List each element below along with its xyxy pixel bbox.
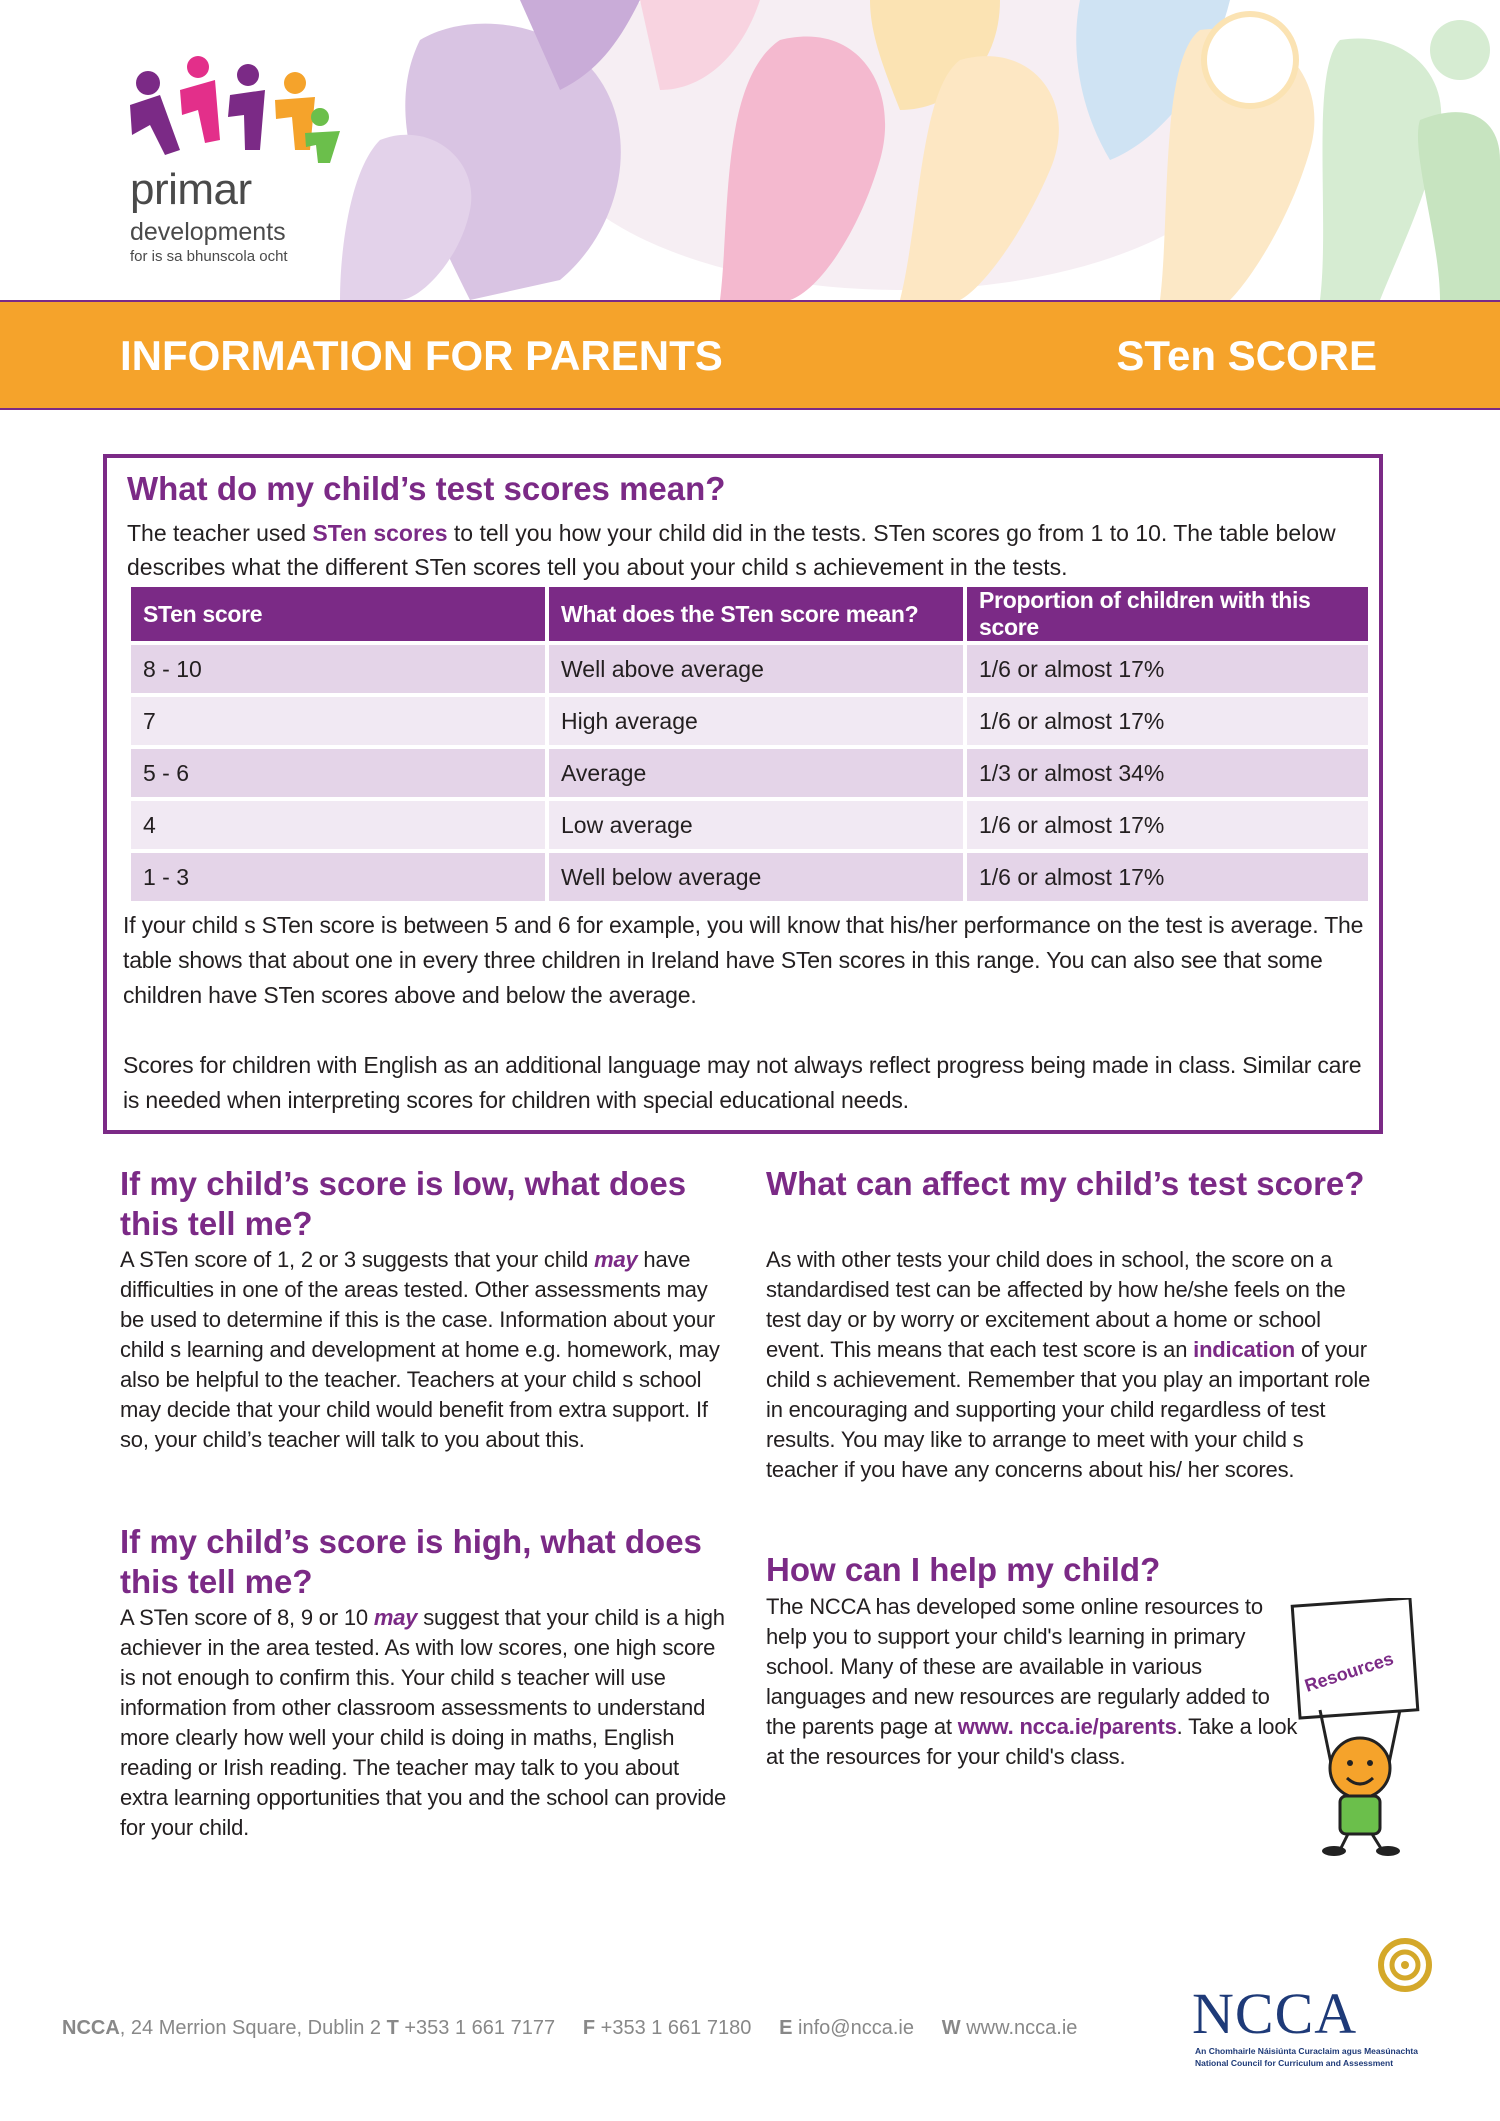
- intro-text-start: The teacher used: [127, 520, 313, 546]
- header-proportion: Proportion of children with this score: [967, 587, 1368, 641]
- email-label: E: [779, 2017, 793, 2039]
- help-text-end: . Take a look at the resources for your child's class.: [766, 1714, 1298, 1769]
- parents-page-link[interactable]: www. ncca.ie/parents: [957, 1714, 1177, 1739]
- table-cell: Average: [549, 749, 963, 797]
- affect-score-text: [766, 1245, 1376, 1485]
- high-text-end: suggest that your child is a high achiever in the area tested. As with low scores, one high score is not enough to confirm this. Your child s teacher will use information from other classroom assessments to understand more clearly how well your child is doing in maths, English reading or Irish reading. The teacher may talk to you about extra learning opportunities that you and the school can provide for your child.: [120, 1605, 727, 1840]
- title-banner: [0, 300, 1500, 410]
- high-score-text: [120, 1603, 730, 1843]
- table-cell: 1 - 3: [131, 853, 545, 901]
- ncca-english-name: National Council for Curriculum and Assessment: [1195, 2058, 1394, 2068]
- table-row: [131, 697, 1368, 745]
- logo-tagline: for is sa bhunscola ocht: [130, 248, 288, 265]
- contact-footer: [62, 2017, 1077, 2040]
- email-link[interactable]: info@ncca.ie: [792, 2017, 914, 2039]
- scores-info-box: [103, 454, 1383, 1134]
- low-score-heading: If my child’s score is low, what does this tell me?: [120, 1165, 687, 1242]
- high-text-start: A STen score of 8, 9 or 10: [120, 1605, 374, 1630]
- footer-org: NCCA: [62, 2017, 120, 2039]
- average-explanation: If your child s STen score is between 5 and 6 for example, you will know that his/her performance on the test is average. The table shows that about one in every three children in Ireland have STen scores in this range. You can also see that some children have STen scores above and below the average.: [123, 912, 1364, 1008]
- table-row: [131, 645, 1368, 693]
- affect-text-end: of your child s achievement. Remember that you play an important role in encouraging and supporting your child regardless of test results. You may like to arrange to meet with your child s teacher if you have any concerns about his/ her scores.: [766, 1337, 1371, 1482]
- table-cell: High average: [549, 697, 963, 745]
- phone-label: T: [386, 2017, 399, 2039]
- header-meaning: What does the STen score mean?: [549, 587, 963, 641]
- footer-address: , 24 Merrion Square, Dublin 2: [119, 2017, 387, 2039]
- table-cell: Well above average: [549, 645, 963, 693]
- child-with-sign-illustration: [1290, 1598, 1440, 1858]
- eal-note: Scores for children with English as an additional language may not always reflect progress being made in class. Similar care is needed when interpreting scores for children with special educational needs.: [123, 1052, 1362, 1113]
- table-row: [131, 749, 1368, 797]
- ncca-irish-name: An Chomhairle Náisiúnta Curaclaim agus Measúnachta: [1195, 2046, 1418, 2056]
- fax-label: F: [582, 2017, 596, 2039]
- affect-score-heading: What can affect my child’s test score?: [766, 1165, 1365, 1202]
- phone-number: +353 1 661 7177: [398, 2017, 556, 2039]
- table-cell: 4: [131, 801, 545, 849]
- sten-scores-highlight: STen scores: [312, 520, 448, 546]
- header-sten-score: STen score: [131, 587, 545, 641]
- table-cell: Well below average: [549, 853, 963, 901]
- may-emphasis: may: [373, 1605, 418, 1630]
- table-cell: Low average: [549, 801, 963, 849]
- logo-subtitle: developments: [130, 218, 286, 246]
- indication-highlight: indication: [1193, 1337, 1296, 1362]
- resources-sign-text: Resources: [1302, 1648, 1396, 1696]
- high-score-heading: If my child’s score is high, what does this tell me?: [120, 1523, 702, 1600]
- low-text-end: have difficulties in one of the areas tested. Other assessments may be used to determine if this is the case. Information about your child s learning and development at home e.g. homework, may also be helpful to the teacher. Teachers at your child s school may decide that your child would benefit from extra support. If so, your child’s teacher will talk to you about this.: [120, 1247, 720, 1452]
- table-cell: 5 - 6: [131, 749, 545, 797]
- help-heading: How can I help my child?: [766, 1551, 1161, 1588]
- table-cell: 8 - 10: [131, 645, 545, 693]
- banner-title: INFORMATION FOR PARENTS: [120, 332, 723, 379]
- table-cell: 1/6 or almost 17%: [967, 801, 1368, 849]
- banner-subject: STen SCORE: [1116, 332, 1377, 379]
- low-text-start: A STen score of 1, 2 or 3 suggests that your child: [120, 1247, 595, 1272]
- table-row: [131, 853, 1368, 901]
- intro-text-end: to tell you how your child did in the tests. STen scores go from 1 to 10. The table below describes what the different STen scores tell you about your child s achievement in the tests.: [127, 520, 1336, 580]
- web-label: W: [941, 2017, 961, 2039]
- web-link[interactable]: www.ncca.ie: [960, 2017, 1078, 2039]
- table-cell: 1/6 or almost 17%: [967, 853, 1368, 901]
- logo-wordmark: primar: [130, 165, 252, 214]
- box-intro-text: [127, 516, 1367, 584]
- fax-number: +353 1 661 7180: [595, 2017, 752, 2039]
- box-heading: What do my child’s test scores mean?: [127, 470, 726, 507]
- table-cell: 1/6 or almost 17%: [967, 697, 1368, 745]
- table-row: [131, 801, 1368, 849]
- table-header-row: [131, 587, 1368, 641]
- sten-table: [127, 583, 1372, 905]
- may-emphasis: may: [594, 1247, 638, 1272]
- help-text: [766, 1592, 1301, 1772]
- ncca-wordmark: NCCA: [1192, 1981, 1358, 2046]
- table-cell: 7: [131, 697, 545, 745]
- low-score-text: [120, 1245, 730, 1455]
- table-cell: 1/6 or almost 17%: [967, 645, 1368, 693]
- table-cell: 1/3 or almost 34%: [967, 749, 1368, 797]
- help-text-start: The NCCA has developed some online resources to help you to support your child's learning in primary school. Many of these are available in various languages and new resources are regularly added to the parents page at: [766, 1594, 1270, 1739]
- affect-text-start: As with other tests your child does in school, the score on a standardised test can be affected by how he/she feels on the test day or by worry or excitement about a home or school event. This means that each test score is an: [766, 1247, 1346, 1362]
